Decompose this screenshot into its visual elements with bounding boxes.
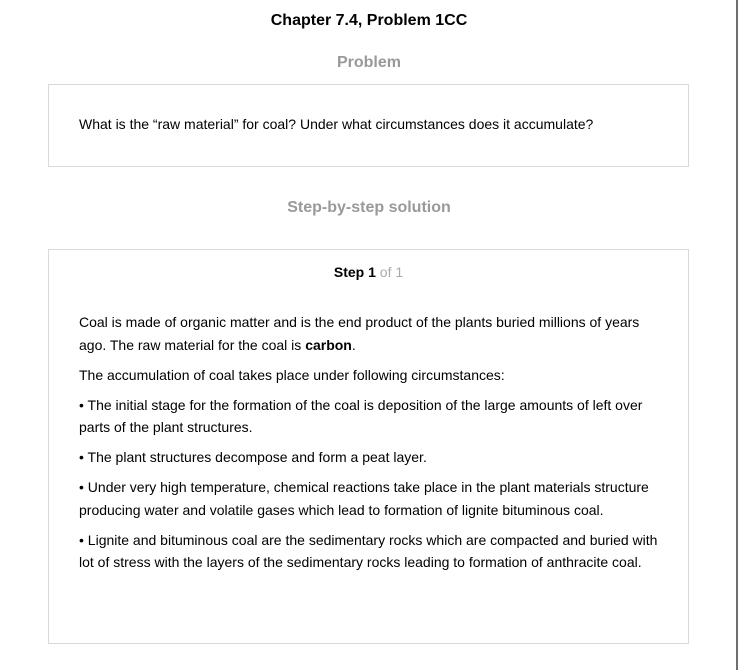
solution-heading: Step-by-step solution: [287, 199, 451, 216]
raw-material-answer: carbon: [305, 336, 352, 353]
step-word: Step: [333, 264, 365, 280]
solution-intro-paragraph: [79, 311, 669, 356]
step-total: of 1: [379, 264, 404, 280]
problem-box: [48, 84, 689, 167]
bullet-item: • The plant structures decompose and form a peat layer.: [79, 449, 427, 465]
step-number: 1: [368, 264, 376, 280]
bullet-item: • Under very high temperature, chemical reactions take place in the plant materials structure producing water and volatile gases which lead to formation of lignite bituminous coal.: [79, 479, 649, 518]
bullet-item: • The initial stage for the formation of the coal is deposition of the large amounts of left over parts of the plant structures.: [79, 396, 643, 435]
circumstances-intro: The accumulation of coal takes place under following circumstances:: [79, 366, 505, 383]
step-indicator: [49, 262, 688, 282]
problem-text: What is the “raw material” for coal? Under what circumstances does it accumulate?: [79, 116, 594, 132]
intro-text: Coal is made of organic matter and is the end product of the plants buried millions of years ago. The raw material for the coal is: [79, 314, 640, 353]
problem-heading: Problem: [336, 54, 401, 71]
page-title: Chapter 7.4, Problem 1CC: [270, 12, 468, 29]
solution-body: [79, 311, 669, 581]
bullet-item: • Lignite and bituminous coal are the sedimentary rocks which are compacted and buried with lot of stress with the layers of the sedimentary rocks leading to formation of anthracite coal.: [79, 531, 658, 570]
intro-text-end: .: [351, 336, 356, 353]
solution-box: [48, 249, 689, 644]
